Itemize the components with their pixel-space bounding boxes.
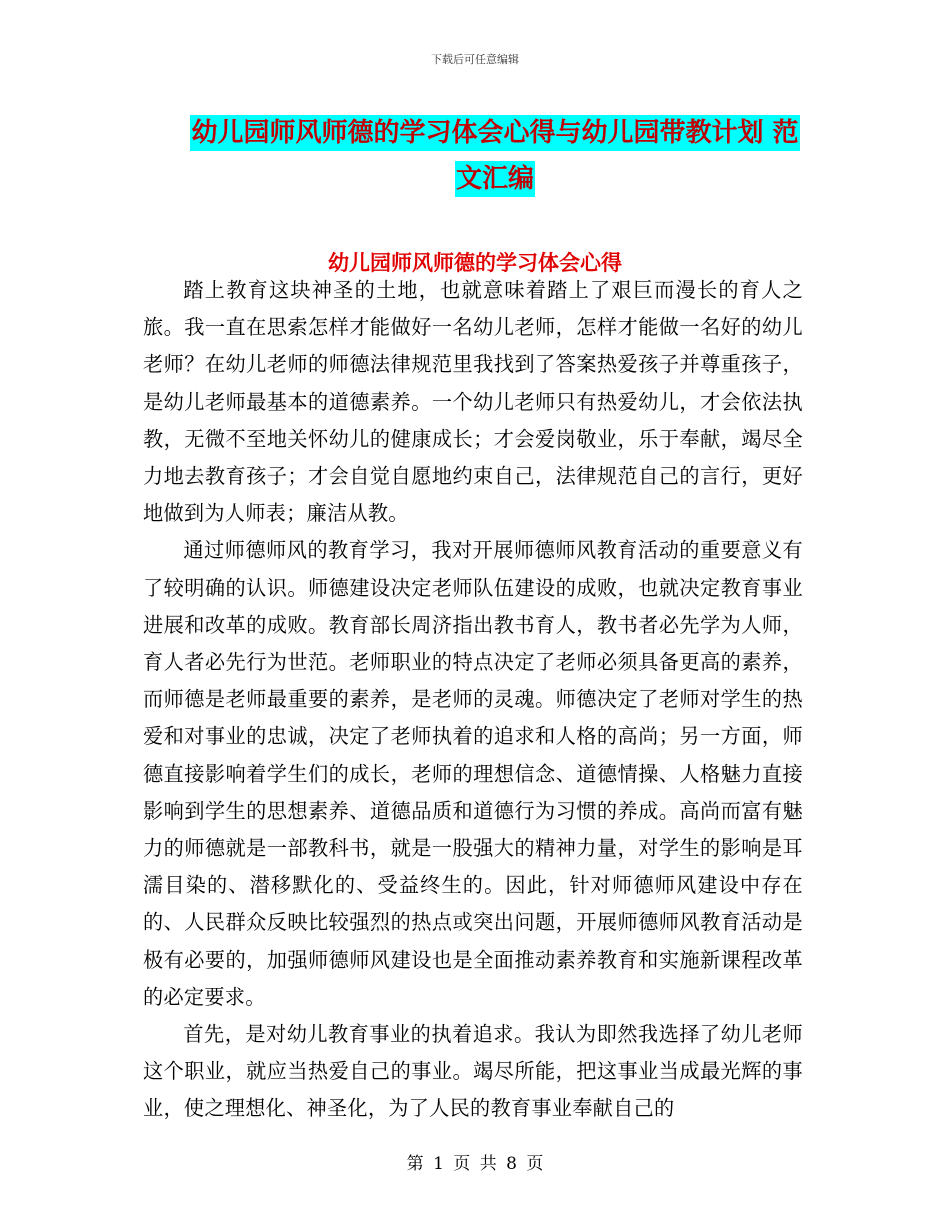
section-title: 幼儿园师风师德的学习体会心得 [328,251,622,275]
body-text [143,272,803,1128]
paragraph-3: 首先，是对幼儿教育事业的执着追求。我认为即然我选择了幼儿老师这个职业，就应当热爱自己的事业。竭尽所能，把这事业当成最光辉的事业，使之理想化、神圣化，为了人民的教育事业奉献自己的 [143,1022,803,1121]
paragraph-1: 踏上教育这块神圣的土地，也就意味着踏上了艰巨而漫长的育人之旅。我一直在思索怎样才能做好一名幼儿老师，怎样才能做一名好的幼儿老师？在幼儿老师的师德法律规范里我找到了答案热爱孩子并尊重孩子，是幼儿老师最基本的道德素养。一个幼儿老师只有热爱幼儿，才会依法执教，无微不至地关怀幼儿的健康成长；才会爱岗敬业，乐于奉献，竭尽全力地去教育孩子；才会自觉自愿地约束自己，法律规范自己的言行，更好地做到为人师表；廉洁从教。 [143,278,803,526]
paragraph-2: 通过师德师风的教育学习，我对开展师德师风教育活动的重要意义有了较明确的认识。师德建设决定老师队伍建设的成败，也就决定教育事业进展和改革的成败。教育部长周济指出教书育人，教书者必先学为人师，育人者必先行为世范。老师职业的特点决定了老师必须具备更高的素养，而师德是老师最重要的素养，是老师的灵魂。师德决定了老师对学生的热爱和对事业的忠诚，决定了老师执着的追求和人格的高尚；另一方面，师德直接影响着学生们的成长，老师的理想信念、道德情操、人格魅力直接影响到学生的思想素养、道德品质和道德行为习惯的养成。高尚而富有魅力的师德就是一部教科书，就是一股强大的精神力量，对学生的影响是耳濡目染的、潜移默化的、受益终生的。因此，针对师德师风建设中存在的、人民群众反映比较强烈的热点或突出问题，开展师德师风教育活动是极有必要的，加强师德师风建设也是全面推动素养教育和实施新课程改革的必定要求。 [143,538,803,1009]
page-footer: 第 1 页 共 8 页 [406,1154,544,1174]
document-title-line-1: 幼儿园师风师德的学习体会心得与幼儿园带教计划 范 [190,115,799,151]
document-title-line-2: 文汇编 [455,161,535,197]
page-header: 下载后可任意编辑 [431,53,519,66]
document-title [150,110,840,202]
